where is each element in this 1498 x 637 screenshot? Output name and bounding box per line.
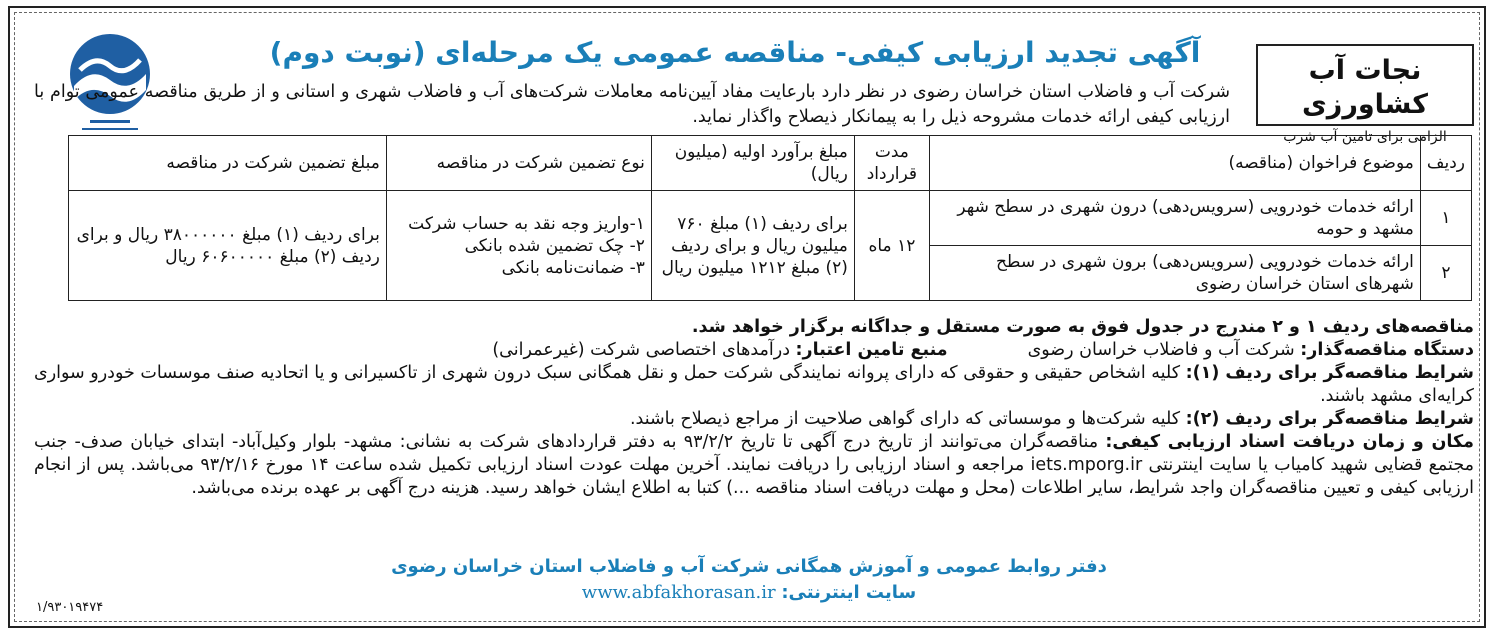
condition-1	[34, 362, 1474, 408]
cond1-value: کلیه اشخاص حقیقی و حقوقی که دارای پروانه نمایندگی شرکت حمل و نقل همگانی سبک درون شهری از تاکسیرانی و یا اتحادیه صنف موسسات خودرو سواری کرایه‌ای مشهد باشند.	[34, 363, 1474, 406]
cond2-value: کلیه شرکت‌ها و موسساتی که دارای گواهی صلاحیت از مراجع ذیصلاح باشند.	[629, 409, 1186, 429]
footer-site	[0, 582, 1498, 603]
brand-title: نجات آب کشاورزی	[1302, 55, 1428, 120]
separate-note: مناقصه‌های ردیف ۱ و ۲ مندرج در جدول فوق به صورت مستقل و جداگانه برگزار خواهد شد.	[691, 317, 1474, 337]
condition-2	[34, 408, 1474, 431]
fund-label: منبع تامین اعتبار:	[795, 340, 948, 360]
header-guarantee-type: نوع تضمین شرکت در مناقصه	[386, 136, 651, 191]
row-number: ۱	[1420, 191, 1471, 246]
cond1-label: شرایط مناقصه‌گر برای ردیف (۱):	[1185, 363, 1474, 383]
fund-value: درآمدهای اختصاصی شرکت (غیرعمرانی)	[492, 340, 796, 360]
header-estimate: مبلغ برآورد اولیه (میلیون ریال)	[651, 136, 854, 191]
guarantee-amount-cell: برای ردیف (۱) مبلغ ۳۸۰۰۰۰۰۰ ریال و برای ردیف (۲) مبلغ ۶۰۶۰۰۰۰۰ ریال	[69, 191, 387, 301]
row-subject: ارائه خدمات خودرویی (سرویس‌دهی) برون شهری در سطح شهرهای استان خراسان رضوی	[929, 246, 1420, 301]
brand-subtitle: الزامی برای تامین آب شرب	[1283, 129, 1447, 145]
guarantee-type-cell	[386, 191, 651, 301]
estimate-cell: برای ردیف (۱) مبلغ ۷۶۰ میلیون ریال و برای ردیف (۲) مبلغ ۱۲۱۲ میلیون ریال	[651, 191, 854, 301]
cond2-label: شرایط مناقصه‌گر برای ردیف (۲):	[1185, 409, 1474, 429]
guarantee-type-item: ۱-واریز وجه نقد به حساب شرکت	[408, 213, 645, 234]
ad-body	[34, 316, 1474, 500]
footer-office: دفتر روابط عمومی و آموزش همگانی شرکت آب و فاضلاب استان خراسان رضوی	[391, 556, 1107, 577]
table-row	[69, 191, 1472, 246]
row-number: ۲	[1420, 246, 1471, 301]
org-value: شرکت آب و فاضلاب خراسان رضوی	[1027, 340, 1301, 360]
site-url-link[interactable]: www.abfakhorasan.ir	[581, 582, 776, 603]
org-label: دستگاه مناقصه‌گذار:	[1300, 340, 1474, 360]
org-line	[34, 339, 1474, 362]
tender-table	[68, 135, 1472, 301]
place-label: مکان و زمان دریافت اسناد ارزیابی کیفی:	[1105, 432, 1475, 452]
header-subject: موضوع فراخوان (مناقصه)	[929, 136, 1420, 191]
place-value: مناقصه‌گران می‌توانند از تاریخ درج آگهی تا تاریخ ۹۳/۲/۲ به دفتر قراردادهای شرکت به نشانی: مشهد- بلوار وکیل‌آباد- ابتدای خیابان صدف- جنب مجتمع قضایی شهید کامیاب یا سایت اینترنتی iets.mporg.ir مراجعه و اسناد ارزیابی را دریافت نمایند. آخرین مهلت عودت اسناد ارزیابی تکمیل شده ساعت ۱۴ مورخ ۹۳/۲/۱۶ می‌باشد. پس از انجام ارزیابی کیفی و تعیین مناقصه‌گران واجد شرایط، سایر اطلاعات (محل و مهلت دریافت اسناد مناقصه ...) کتبا به اطلاع ایشان خواهد رسید. هزینه درج آگهی بر عهده برنده می‌باشد.	[34, 432, 1474, 498]
duration-cell: ۱۲ ماه	[854, 191, 929, 301]
ad-title: آگهی تجدید ارزیابی کیفی- مناقصه عمومی یک مرحله‌ای (نوبت دوم)	[269, 36, 1201, 69]
header-row-number: ردیف	[1420, 136, 1471, 191]
row-subject: ارائه خدمات خودرویی (سرویس‌دهی) درون شهری در سطح شهر مشهد و حومه	[929, 191, 1420, 246]
table-header-row	[69, 136, 1472, 191]
guarantee-type-item: ۲- چک تضمین شده بانکی	[464, 235, 645, 256]
header-duration: مدت قرارداد	[854, 136, 929, 191]
intro-paragraph: شرکت آب و فاضلاب استان خراسان رضوی در نظر دارد بارعایت مفاد آیین‌نامه معاملات شرکت‌های آب و فاضلاب شهری و استانی و از طریق مناقصه عمومی توام با ارزیابی کیفی ارائه خدمات مشروحه ذیل را به پیمانکار ذیصلاح واگذار نماید.	[34, 82, 1230, 127]
brand-box	[1256, 44, 1474, 145]
guarantee-type-item: ۳- ضمانت‌نامه بانکی	[501, 257, 645, 278]
documents-place	[34, 431, 1474, 500]
site-label: سایت اینترنتی:	[781, 582, 917, 603]
header-guarantee-amount: مبلغ تضمین شرکت در مناقصه	[69, 136, 387, 191]
ad-code: ۱/۹۳۰۱۹۴۷۴	[36, 600, 104, 615]
